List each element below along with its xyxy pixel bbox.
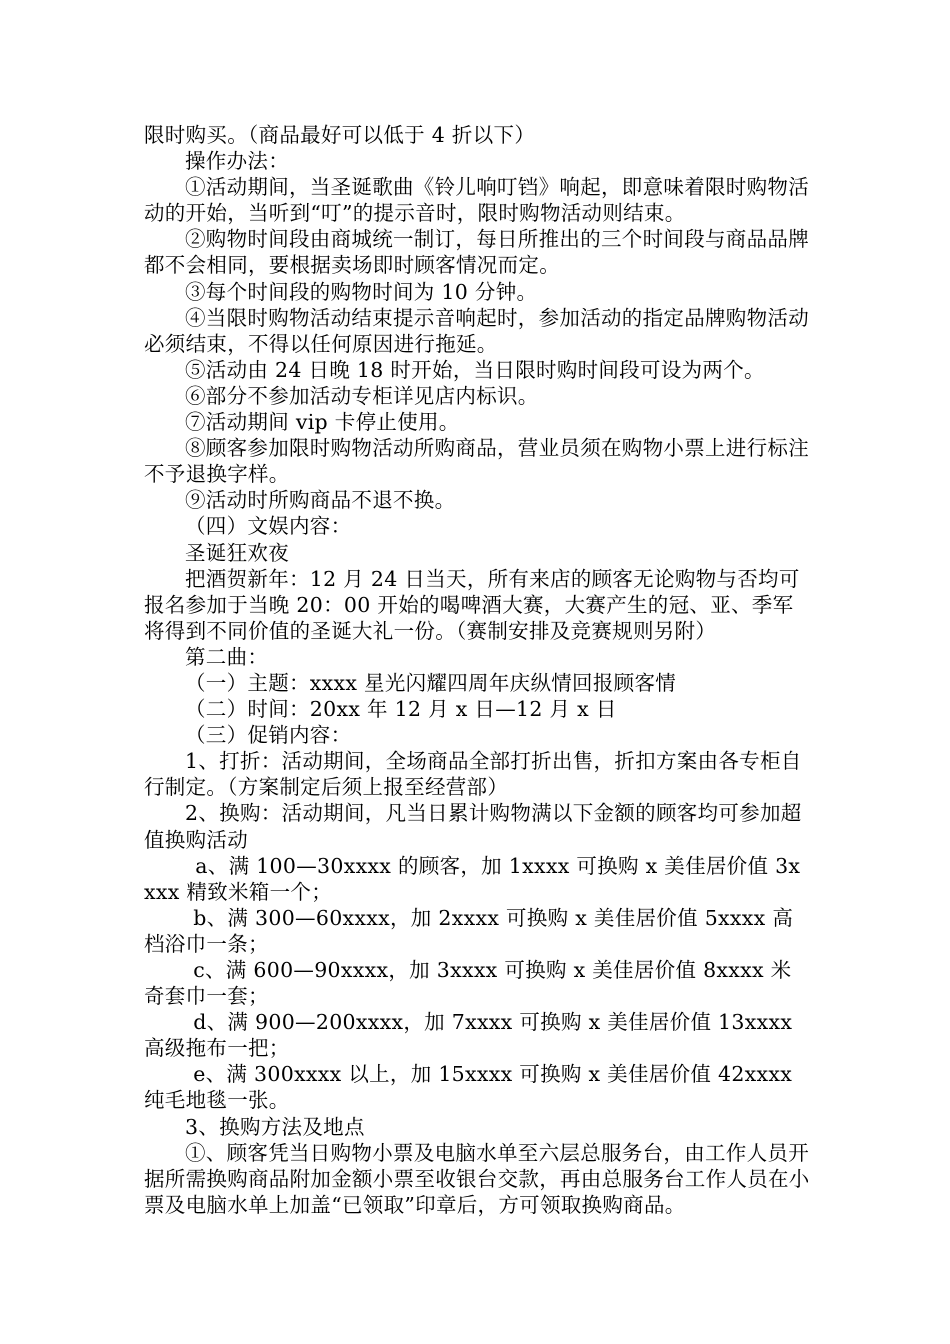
paragraph: （一）主题：xxxx 星光闪耀四周年庆纵情回报顾客情 [185, 670, 677, 695]
paragraph: 限时购买。（商品最好可以低于 4 折以下） [144, 123, 536, 147]
paragraph: （二）时间：20xx 年 12 月 x 日—12 月 x 日 [185, 697, 617, 722]
paragraph: ⑧顾客参加限时购物活动所购商品，营业员须在购物小票上进行标注不予退换字样。 [144, 436, 809, 487]
paragraph: ⑥部分不参加活动专柜详见店内标识。 [185, 383, 539, 408]
paragraph: 1、打折：活动期间，全场商品全部打折出售，折扣方案由各专柜自行制定。（方案制定后须上报至经营部） [144, 749, 802, 800]
subheading: 圣诞狂欢夜 [185, 540, 289, 565]
paragraph: 把酒贺新年：12 月 24 日当天，所有来店的顾客无论购物与否均可报名参加于当晚 20：00 开始的喝啤酒大赛，大赛产生的冠、亚、季军将得到不同价值的圣诞大礼一份。（赛制安排及竞赛规则另附） [144, 566, 800, 643]
paragraph: 2、换购：活动期间，凡当日累计购物满以下金额的顾客均可参加超值换购活动 [144, 801, 802, 852]
paragraph: 操作办法： [185, 149, 289, 174]
paragraph: ⑦活动期间 vip 卡停止使用。 [185, 410, 460, 435]
paragraph: ①、顾客凭当日购物小票及电脑水单至六层总服务台，由工作人员开据所需换购商品附加金额小票至收银台交款，再由总服务台工作人员在小票及电脑水单上加盖“已领取”印章后，方可领取换购商品。 [144, 1140, 810, 1217]
list-item: b、满 300—60xxxx，加 2xxxx 可换购 x 美佳居价值 5xxxx 高档浴巾一条； [144, 905, 794, 956]
list-item: c、满 600—90xxxx，加 3xxxx 可换购 x 美佳居价值 8xxxx 米奇套巾一套； [144, 958, 792, 1009]
paragraph: （三）促销内容： [185, 723, 352, 748]
section-heading: 第二曲： [185, 644, 269, 669]
section-heading: （四）文娱内容： [185, 514, 352, 539]
paragraph: ③每个时间段的购物时间为 10 分钟。 [185, 279, 538, 304]
paragraph: ⑤活动由 24 日晚 18 时开始，当日限时购时间段可设为两个。 [185, 357, 765, 382]
paragraph: 3、换购方法及地点 [185, 1114, 365, 1139]
paragraph: ②购物时间段由商城统一制订，每日所推出的三个时间段与商品品牌都不会相同，要根据卖场即时顾客情况而定。 [144, 227, 809, 278]
paragraph: ④当限时购物活动结束提示音响起时，参加活动的指定品牌购物活动必须结束，不得以任何原因进行拖延。 [144, 305, 809, 356]
list-item: a、满 100—30xxxx 的顾客，加 1xxxx 可换购 x 美佳居价值 3xxxx 精致米箱一个； [144, 853, 801, 904]
list-item: e、满 300xxxx 以上，加 15xxxx 可换购 x 美佳居价值 42xxxx 纯毛地毯一张。 [144, 1062, 793, 1113]
document-body [144, 122, 812, 1218]
list-item: d、满 900—200xxxx，加 7xxxx 可换购 x 美佳居价值 13xxxx 高级拖布一把； [144, 1010, 793, 1061]
paragraph: ⑨活动时所购商品不退不换。 [185, 488, 456, 513]
paragraph: ①活动期间，当圣诞歌曲《铃儿响叮铛》响起，即意味着限时购物活动的开始，当听到“叮”的提示音时，限时购物活动则结束。 [144, 175, 809, 226]
